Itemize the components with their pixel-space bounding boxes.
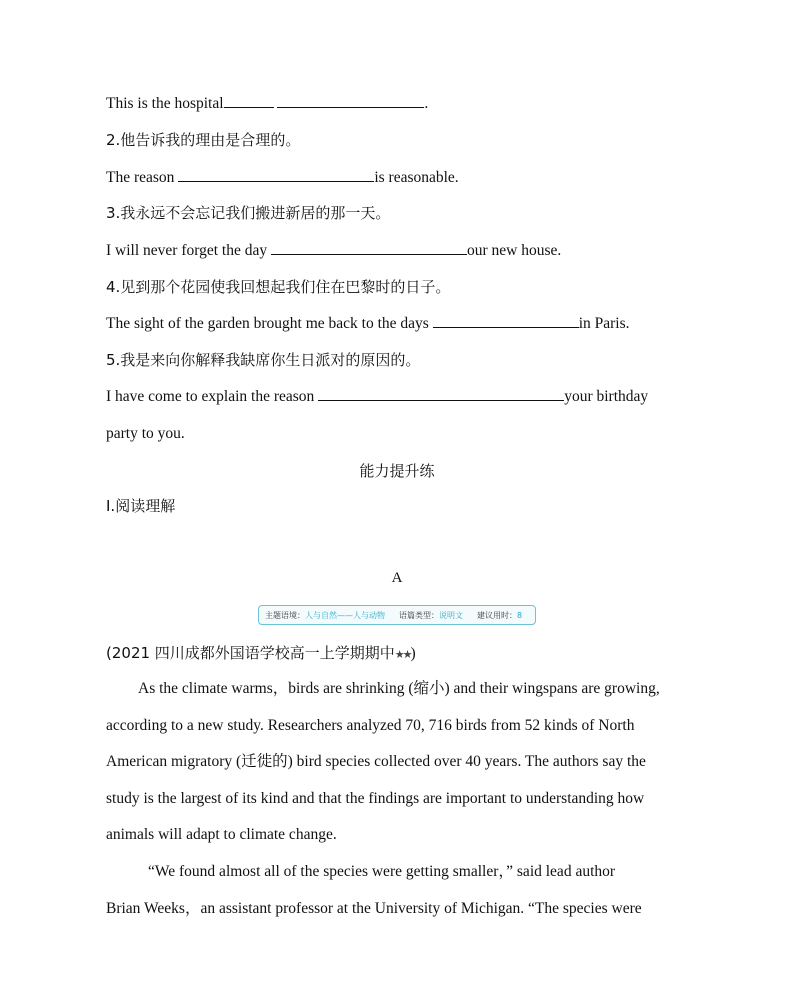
theme-label: 主题语境：: [265, 611, 305, 620]
type-label: 语篇类型：: [399, 611, 439, 620]
q4-line: [106, 313, 630, 334]
passage-line-2: according to a new study. Researchers analyzed 70, 716 birds from 52 kinds of North: [106, 717, 635, 734]
passage-line-1: As the climate warms，birds are shrinking (缩小) and their wingspans are growing,: [138, 680, 660, 697]
q2-blank[interactable]: [178, 167, 374, 182]
passage-line-3: American migratory (迁徙的) bird species collected over 40 years. The authors say the: [106, 753, 646, 770]
passage-line-7: Brian Weeks，an assistant professor at the University of Michigan. “The species were: [106, 900, 642, 917]
passage-line-6: “We found almost all of the species were getting smaller，” said lead author: [148, 863, 616, 880]
q5-text-after: your birthday: [564, 388, 649, 405]
q1-text-before: This is the hospital: [106, 95, 224, 112]
q1-text-after: .: [424, 95, 429, 112]
time-label: 建议用时：: [477, 611, 517, 620]
q4-blank[interactable]: [433, 313, 579, 328]
q5-blank[interactable]: [318, 386, 564, 401]
section-title: 能力提升练: [359, 462, 435, 480]
q4-text-after: in Paris.: [578, 315, 630, 332]
passage-letter: A: [391, 570, 403, 586]
passage-line-4: study is the largest of its kind and that the findings are important to understanding how: [106, 790, 645, 807]
q4-chinese: 4.见到那个花园使我回想起我们住在巴黎时的日子。: [106, 278, 451, 296]
theme-value: 人与自然——人与动物: [305, 611, 385, 620]
q2-text-after: is reasonable.: [374, 169, 459, 186]
difficulty-stars-icon: ★★: [394, 649, 411, 661]
section-subtitle: Ⅰ.阅读理解: [106, 497, 176, 515]
passage-line-5: animals will adapt to climate change.: [106, 826, 337, 843]
q3-line: [106, 240, 561, 261]
q5-text-before: I have come to explain the reason: [106, 388, 319, 405]
q3-chinese: 3.我永远不会忘记我们搬进新居的那一天。: [106, 204, 391, 222]
source-text: (2021 四川成都外国语学校高一上学期期中: [106, 644, 395, 662]
q5-line: [106, 386, 648, 407]
q3-text-before: I will never forget the day: [106, 242, 271, 259]
q4-text-before: The sight of the garden brought me back to the days: [106, 315, 433, 332]
q1-blank-1[interactable]: [224, 93, 274, 108]
source-close: ): [410, 645, 416, 662]
passage-info-tag: [258, 605, 536, 625]
q3-blank[interactable]: [271, 240, 467, 255]
q2-text-before: The reason: [106, 169, 179, 186]
time-value: 8: [517, 611, 523, 620]
source-line: [106, 643, 416, 665]
type-value: 说明文: [439, 611, 463, 620]
q2-chinese: 2.他告诉我的理由是合理的。: [106, 131, 301, 149]
q1-line: [106, 93, 428, 114]
q5-line-continued: party to you.: [106, 425, 185, 442]
q2-line: [106, 167, 459, 188]
q1-blank-2[interactable]: [277, 93, 424, 108]
q3-text-after: our new house.: [467, 242, 562, 259]
q5-chinese: 5.我是来向你解释我缺席你生日派对的原因的。: [106, 351, 421, 369]
